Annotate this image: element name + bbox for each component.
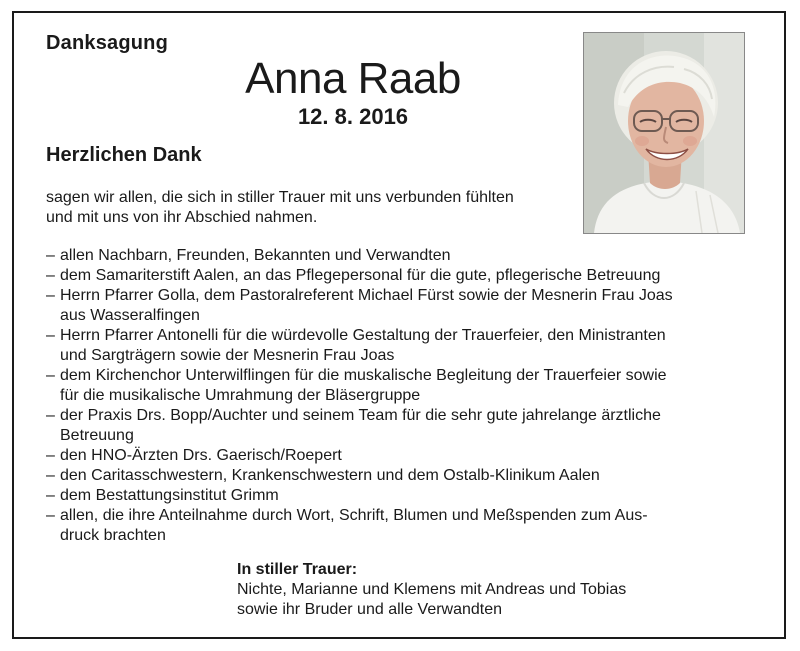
list-item-line: und Sargträgern sowie der Mesnerin Frau Joas [60,347,395,364]
death-date: 12. 8. 2016 [297,104,409,129]
list-item-line: für die musikalische Umrahmung der Bläsergruppe [60,387,421,404]
list-item-line: druck brachten [60,527,166,544]
signoff-line: Nichte, Marianne und Klemens mit Andreas und Tobias [237,581,627,598]
list-item [46,406,746,446]
thanks-intro [46,188,566,228]
signoff-line: sowie ihr Bruder und alle Verwandten [237,601,503,618]
list-item-line: – Herrn Pfarrer Antonelli für die würdevolle Gestaltung der Trauerfeier, den Ministranten [60,327,666,344]
portrait-photo [583,32,745,234]
intro-line: und mit uns von ihr Abschied nahmen. [46,209,318,226]
list-item-line: – dem Samariterstift Aalen, an das Pflegepersonal für die gute, pflegerische Betreuung [60,267,661,284]
signoff-label: In stiller Trauer: [237,561,358,578]
list-item-line: – Herrn Pfarrer Golla, dem Pastoralreferent Michael Fürst sowie der Mesnerin Frau Joas [60,287,673,304]
list-item [46,246,746,266]
list-item-line: – dem Kirchenchor Unterwilflingen für die muskalische Begleitung der Trauerfeier sowie [60,367,667,384]
mourners-signoff [237,560,737,620]
list-item [46,506,746,546]
list-item [46,266,746,286]
notice-heading: Danksagung [46,32,169,54]
list-item [46,366,746,406]
list-item-line: aus Wasseralfingen [60,307,200,324]
thanks-list [46,246,746,546]
thanks-title: Herzlichen Dank [46,144,202,166]
list-item [46,486,746,506]
list-item-line: – den HNO-Ärzten Drs. Gaerisch/Roepert [60,447,342,464]
portrait-photo-icon [584,33,744,233]
list-item [46,286,746,326]
list-item [46,446,746,466]
list-item-line: – den Caritasschwestern, Krankenschwestern und dem Ostalb-Klinikum Aalen [60,467,600,484]
list-item-line: – allen Nachbarn, Freunden, Bekannten und Verwandten [60,247,451,264]
list-item-line: – allen, die ihre Anteilnahme durch Wort, Schrift, Blumen und Meßspenden zum Aus- [60,507,648,524]
intro-line: sagen wir allen, die sich in stiller Trauer mit uns verbunden fühlten [46,189,514,206]
list-item-line: – dem Bestattungsinstitut Grimm [60,487,279,504]
list-item [46,466,746,486]
list-item-line: Betreuung [60,427,134,444]
list-item [46,326,746,366]
deceased-name: Anna Raab [245,54,461,103]
list-item-line: – der Praxis Drs. Bopp/Auchter und seinem Team für die sehr gute jahrelange ärztliche [60,407,661,424]
